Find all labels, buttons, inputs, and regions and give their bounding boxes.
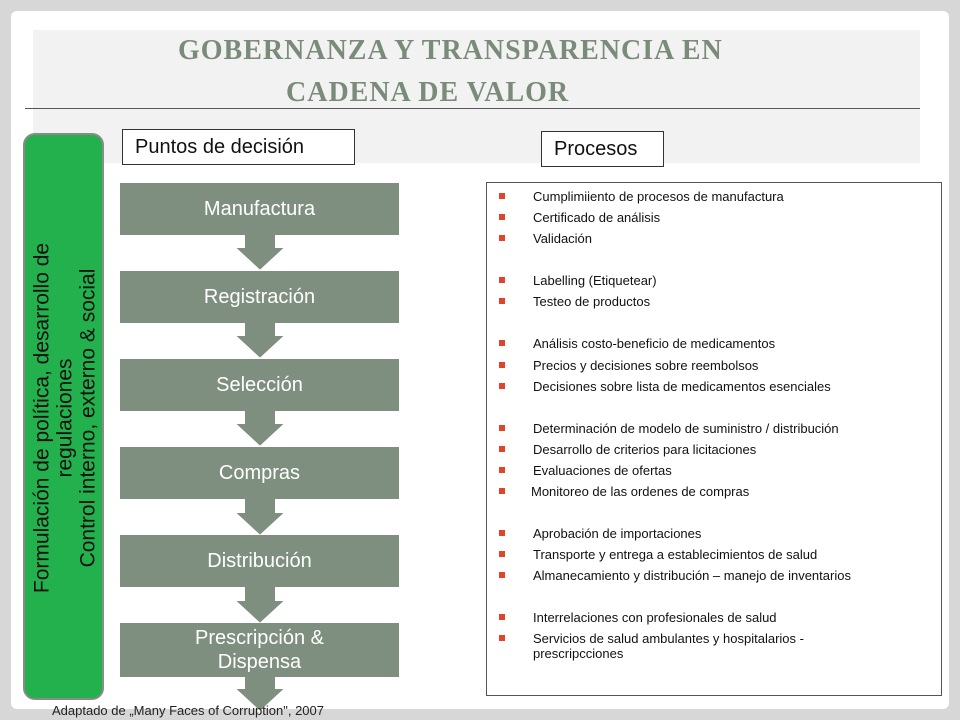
square-bullet-icon (499, 193, 505, 199)
sidebar-line-1: Formulación de política, desarrollo de (30, 242, 54, 594)
process-item: Interrelaciones con profesionales de salud (499, 610, 929, 625)
down-arrow-icon (232, 407, 288, 449)
process-item: Decisiones sobre lista de medicamentos esenciales (499, 379, 929, 394)
process-item: Certificado de análisis (499, 210, 929, 225)
down-arrow-icon (232, 319, 288, 361)
down-arrow-icon (232, 231, 288, 273)
process-item: Transporte y entrega a establecimientos de salud (499, 547, 929, 562)
down-arrow-icon (232, 496, 288, 538)
source-credit: Adaptado de „Many Faces of Corruption", 2007 (52, 703, 324, 718)
step-prescripcion-dispensa (120, 623, 399, 677)
process-item: Monitoreo de las ordenes de compras (499, 484, 929, 499)
square-bullet-icon (499, 277, 505, 283)
step-distribucion: Distribución (120, 535, 399, 587)
square-bullet-icon (499, 383, 505, 389)
process-item: Evaluaciones de ofertas (499, 463, 929, 478)
process-item: Aprobación de importaciones (499, 526, 929, 541)
sidebar-line-2: regulaciones (53, 358, 77, 478)
step-compras: Compras (120, 447, 399, 499)
square-bullet-icon (499, 362, 505, 368)
step-seleccion: Selección (120, 359, 399, 411)
step-prescripcion-line-1: Prescripción & (195, 627, 324, 649)
sidebar-text (31, 148, 100, 688)
square-bullet-icon (499, 488, 505, 494)
process-item: Precios y decisiones sobre reembolsos (499, 358, 929, 373)
process-item: Validación (499, 231, 929, 246)
decision-points-header: Puntos de decisión (122, 129, 355, 165)
square-bullet-icon (499, 467, 505, 473)
square-bullet-icon (499, 551, 505, 557)
process-item: Labelling (Etiquetear) (499, 273, 929, 288)
process-item: Testeo de productos (499, 294, 929, 309)
process-item: Análisis costo-beneficio de medicamentos (499, 336, 929, 351)
sidebar-line-3: Control interno, externo & social (76, 268, 100, 568)
square-bullet-icon (499, 214, 505, 220)
title-line-1: GOBERNANZA Y TRANSPARENCIA EN (178, 35, 723, 66)
policy-sidebar (23, 133, 104, 700)
process-item: Servicios de salud ambulantes y hospitalarios - prescripcciones (499, 631, 929, 661)
square-bullet-icon (499, 298, 505, 304)
processes-box (486, 182, 942, 696)
square-bullet-icon (499, 635, 505, 641)
process-item: Desarrollo de criterios para licitaciones (499, 442, 929, 457)
square-bullet-icon (499, 572, 505, 578)
square-bullet-icon (499, 340, 505, 346)
square-bullet-icon (499, 235, 505, 241)
process-item: Determinación de modelo de suministro / distribución (499, 421, 929, 436)
step-registracion: Registración (120, 271, 399, 323)
slide-title (178, 30, 798, 114)
process-item: Cumplimiiento de procesos de manufactura (499, 189, 929, 204)
title-line-2: CADENA DE VALOR (286, 77, 570, 108)
square-bullet-icon (499, 425, 505, 431)
down-arrow-icon (232, 584, 288, 626)
processes-header: Procesos (541, 131, 664, 167)
step-prescripcion-line-2: Dispensa (217, 651, 302, 673)
square-bullet-icon (499, 614, 505, 620)
square-bullet-icon (499, 530, 505, 536)
process-item: Almanecamiento y distribución – manejo de inventarios (499, 568, 929, 583)
step-manufactura: Manufactura (120, 183, 399, 235)
square-bullet-icon (499, 446, 505, 452)
